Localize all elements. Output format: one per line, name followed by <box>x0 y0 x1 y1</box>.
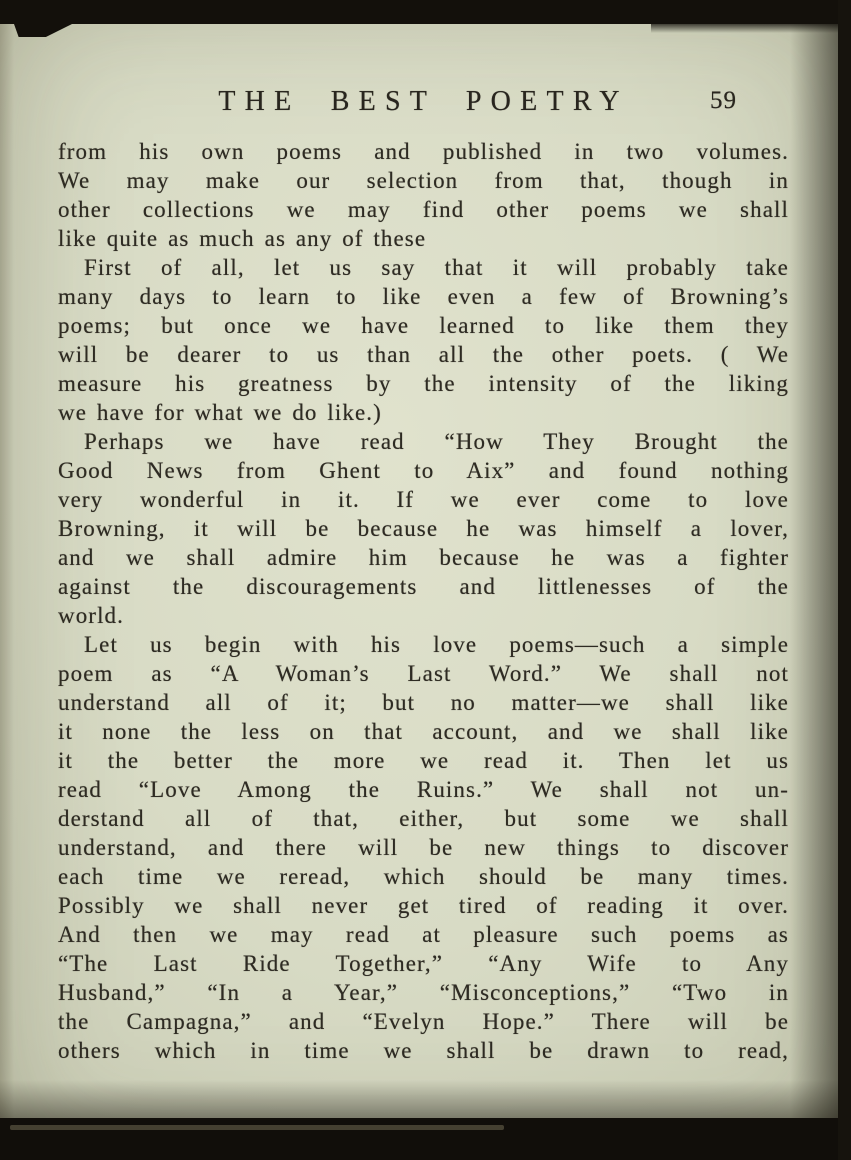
text-line: poems; but once we have learned to like them they <box>58 313 789 338</box>
text-line: “The Last Ride Together,” “Any Wife to Any <box>58 951 789 976</box>
text-line: many days to learn to like even a few of Browning’s <box>58 284 789 309</box>
page-body <box>58 137 789 1065</box>
text-line: like quite as much as any of these <box>58 226 427 251</box>
text-line: each time we reread, which should be many times. <box>58 864 789 889</box>
text-line: the Campagna,” and “Evelyn Hope.” There will be <box>58 1009 789 1034</box>
text-line: First of all, let us say that it will probably take <box>84 255 789 280</box>
text-line: And then we may read at pleasure such poems as <box>58 922 789 947</box>
scan-border-bottom <box>0 1118 851 1160</box>
text-line: from his own poems and published in two volumes. <box>58 139 789 164</box>
text-line: world. <box>58 603 125 628</box>
text-line: and we shall admire him because he was a fighter <box>58 545 789 570</box>
scan-border-top <box>0 0 851 24</box>
text-line: very wonderful in it. If we ever come to love <box>58 487 789 512</box>
text-line: we have for what we do like.) <box>58 400 382 425</box>
text-line: understand all of it; but no matter—we shall like <box>58 690 789 715</box>
text-line: Good News from Ghent to Aix” and found nothing <box>58 458 789 483</box>
text-line: Let us begin with his love poems—such a simple <box>84 632 789 657</box>
text-line: We may make our selection from that, though in <box>58 168 789 193</box>
running-header-title: THE BEST POETRY <box>218 86 629 117</box>
text-line: understand, and there will be new things to discover <box>58 835 789 860</box>
text-line: it the better the more we read it. Then let us <box>58 748 789 773</box>
text-line: Husband,” “In a Year,” “Misconceptions,” “Two in <box>58 980 789 1005</box>
text-line: Perhaps we have read “How They Brought the <box>84 429 789 454</box>
page-edge-shadow-bottom <box>0 1080 851 1118</box>
text-line: against the discouragements and littlenesses of the <box>58 574 789 599</box>
text-line: measure his greatness by the intensity of the liking <box>58 371 789 396</box>
text-line: others which in time we shall be drawn to read, <box>58 1038 789 1063</box>
page-edge-shadow-right <box>790 0 838 1160</box>
page-edge-shadow-left <box>0 0 14 1160</box>
page-header <box>58 86 789 126</box>
text-line: poem as “A Woman’s Last Word.” We shall not <box>58 661 789 686</box>
text-line: will be dearer to us than all the other poets. ( We <box>58 342 789 367</box>
text-line: read “Love Among the Ruins.” We shall not un- <box>58 777 789 802</box>
text-line: Browning, it will be because he was himself a lover, <box>58 516 789 541</box>
scan-border-right <box>838 0 851 1160</box>
text-line: other collections we may find other poems we shall <box>58 197 789 222</box>
text-line: it none the less on that account, and we shall like <box>58 719 789 744</box>
text-line: derstand all of that, either, but some we shall <box>58 806 789 831</box>
text-line: Possibly we shall never get tired of reading it over. <box>58 893 789 918</box>
page-number: 59 <box>710 87 737 114</box>
